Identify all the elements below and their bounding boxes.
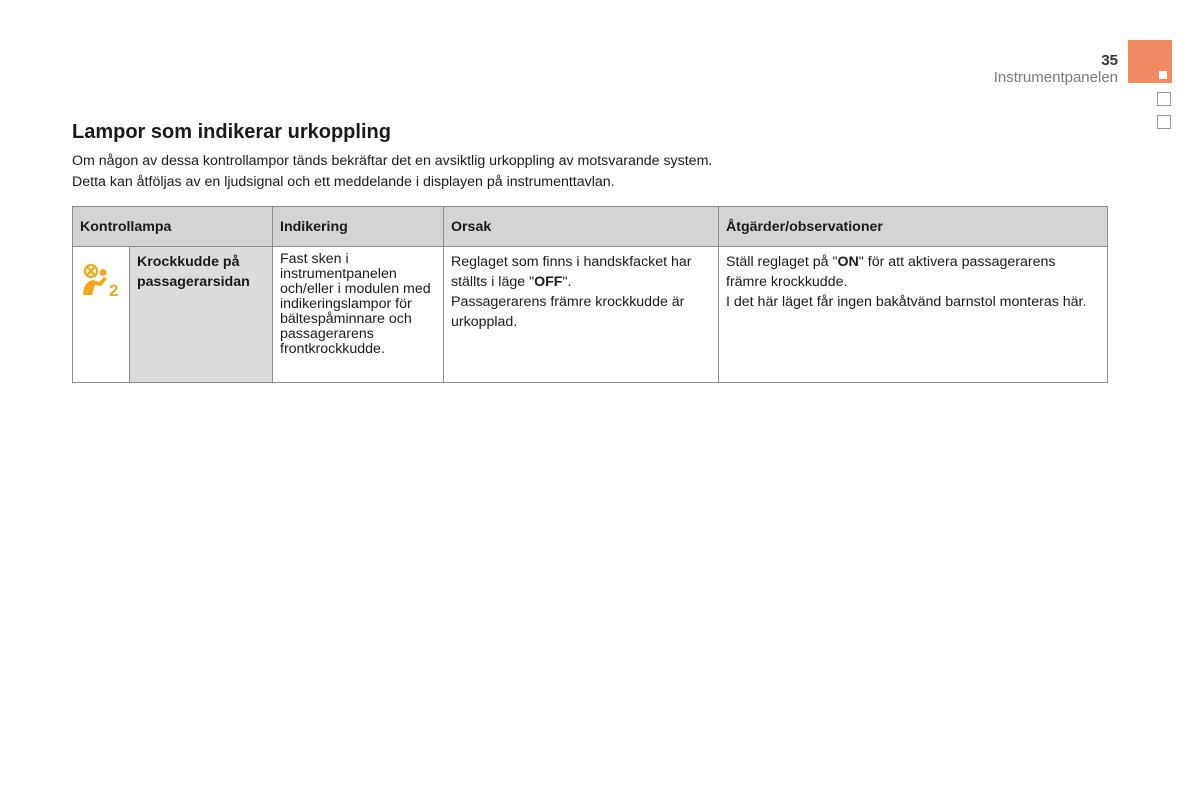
chapter-tab-marker[interactable] xyxy=(1128,40,1172,83)
chapter-tab-box-3[interactable] xyxy=(1157,115,1171,129)
page-number: 35 xyxy=(1101,52,1118,69)
cause-line-2: Passagerarens främre krockkudde är urkopplad. xyxy=(451,294,685,330)
icon-cell xyxy=(73,247,130,383)
indication-cell: Fast sken i instrumentpanelen och/eller i modulen med indikeringslampor för bältespåminnare och passagerarens frontkrockkudde. xyxy=(273,247,444,383)
lamp-name-cell: Krockkudde på passagerarsidan xyxy=(130,247,273,383)
svg-text:2: 2 xyxy=(109,281,119,299)
action-cell xyxy=(719,247,1108,383)
passenger-airbag-off-icon xyxy=(81,281,123,303)
cause-cell xyxy=(444,247,719,383)
intro-line-1: Om någon av dessa kontrollampor tänds bekräftar det en avsiktlig urkoppling av motsvarande system. xyxy=(72,153,713,169)
chapter-tab-box-2[interactable] xyxy=(1157,92,1171,106)
intro-text xyxy=(72,151,712,193)
section-heading: Lampor som indikerar urkoppling xyxy=(72,121,391,143)
header-kontrollampa: Kontrollampa xyxy=(73,207,273,247)
action-line-1: Ställ reglaget på "ON" för att aktivera passagerarens främre krockkudde. xyxy=(726,254,1056,290)
header-indikering: Indikering xyxy=(273,207,444,247)
section-label: Instrumentpanelen xyxy=(993,69,1118,86)
on-label: ON xyxy=(837,254,859,270)
intro-line-2: Detta kan åtföljas av en ljudsignal och ett meddelande i displayen på instrumenttavlan. xyxy=(72,174,615,190)
warning-lamp-table xyxy=(72,206,1108,383)
table-row xyxy=(73,247,1108,383)
header-orsak: Orsak xyxy=(444,207,719,247)
table-header-row xyxy=(73,207,1108,247)
header-atgarder: Åtgärder/observationer xyxy=(719,207,1108,247)
off-label: OFF xyxy=(534,274,563,290)
active-tab-dot xyxy=(1159,71,1167,79)
action-line-2: I det här läget får ingen bakåtvänd barnstol monteras här. xyxy=(726,294,1087,310)
cause-line-1: Reglaget som finns i handskfacket har ställts i läge "OFF". xyxy=(451,254,692,290)
